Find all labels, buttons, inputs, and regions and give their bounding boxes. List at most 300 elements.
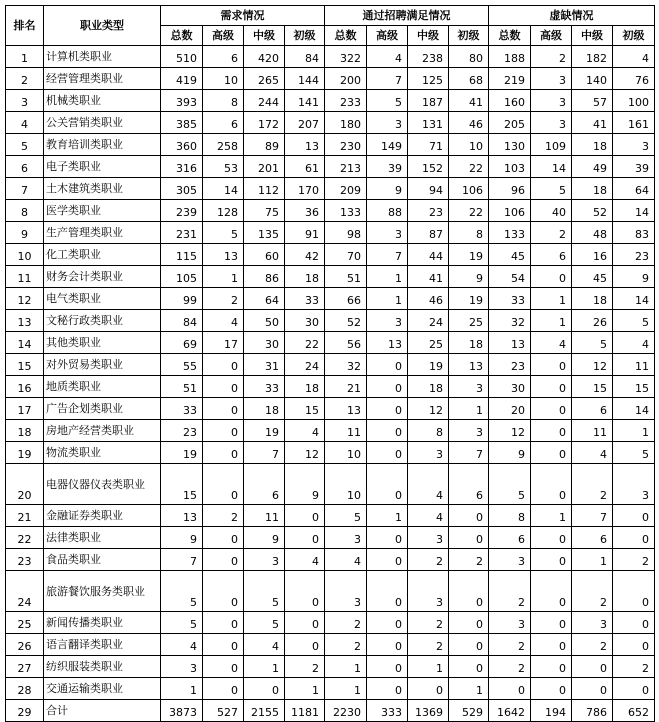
value-cell: 33	[489, 288, 531, 310]
value-cell: 231	[161, 222, 203, 244]
value-cell: 172	[244, 112, 285, 134]
value-cell: 4	[285, 420, 325, 442]
occupation-demand-table	[5, 5, 655, 722]
value-cell: 0	[531, 527, 572, 549]
value-cell: 2	[408, 549, 449, 571]
table-row	[6, 90, 655, 112]
value-cell: 0	[203, 442, 244, 464]
value-cell: 5	[161, 612, 203, 634]
table-row	[6, 634, 655, 656]
value-cell: 0	[531, 634, 572, 656]
occupation-name-cell: 生产管理类职业	[44, 222, 161, 244]
value-cell: 1	[408, 656, 449, 678]
value-cell: 2	[285, 656, 325, 678]
value-cell: 23	[408, 200, 449, 222]
value-cell: 0	[203, 420, 244, 442]
occupation-name-cell: 房地产经营类职业	[44, 420, 161, 442]
occupation-name-cell: 新闻传播类职业	[44, 612, 161, 634]
value-cell: 39	[367, 156, 408, 178]
value-cell: 5	[367, 90, 408, 112]
value-cell: 46	[408, 288, 449, 310]
value-cell: 0	[408, 678, 449, 700]
level-header: 初级	[449, 26, 489, 46]
value-cell: 14	[613, 288, 655, 310]
value-cell: 0	[367, 420, 408, 442]
value-cell: 30	[285, 310, 325, 332]
value-cell: 0	[531, 678, 572, 700]
table-row	[6, 505, 655, 527]
value-cell: 258	[203, 134, 244, 156]
table-row	[6, 222, 655, 244]
value-cell: 17	[203, 332, 244, 354]
demand-group-header: 需求情况	[161, 6, 325, 26]
rank-cell: 9	[6, 222, 44, 244]
table-row	[6, 156, 655, 178]
value-cell: 0	[367, 571, 408, 612]
value-cell: 45	[489, 244, 531, 266]
value-cell: 305	[161, 178, 203, 200]
value-cell: 152	[408, 156, 449, 178]
value-cell: 2	[572, 464, 613, 505]
level-header: 初级	[285, 26, 325, 46]
value-cell: 6	[244, 464, 285, 505]
value-cell: 0	[613, 678, 655, 700]
value-cell: 84	[161, 310, 203, 332]
value-cell: 15	[285, 398, 325, 420]
value-cell: 1	[244, 656, 285, 678]
value-cell: 2	[203, 505, 244, 527]
occupation-name-cell: 计算机类职业	[44, 46, 161, 68]
value-cell: 2230	[325, 700, 367, 722]
rank-cell: 24	[6, 571, 44, 612]
value-cell: 53	[203, 156, 244, 178]
header-row-groups	[6, 6, 655, 26]
value-cell: 6	[489, 527, 531, 549]
value-cell: 13	[489, 332, 531, 354]
value-cell: 5	[489, 464, 531, 505]
level-header: 高级	[203, 26, 244, 46]
value-cell: 75	[244, 200, 285, 222]
value-cell: 88	[367, 200, 408, 222]
value-cell: 15	[161, 464, 203, 505]
value-cell: 18	[572, 134, 613, 156]
value-cell: 23	[489, 354, 531, 376]
value-cell: 0	[531, 612, 572, 634]
value-cell: 3	[531, 112, 572, 134]
value-cell: 4	[161, 634, 203, 656]
rank-cell: 12	[6, 288, 44, 310]
occupation-name-cell: 物流类职业	[44, 442, 161, 464]
rank-cell: 2	[6, 68, 44, 90]
occupation-name-cell: 食品类职业	[44, 549, 161, 571]
value-cell: 4	[285, 549, 325, 571]
value-cell: 0	[203, 656, 244, 678]
occupation-name-cell: 文秘行政类职业	[44, 310, 161, 332]
value-cell: 9	[367, 178, 408, 200]
level-header: 初级	[613, 26, 655, 46]
value-cell: 6	[572, 527, 613, 549]
value-cell: 0	[367, 376, 408, 398]
value-cell: 5	[244, 571, 285, 612]
value-cell: 5	[572, 332, 613, 354]
rank-cell: 19	[6, 442, 44, 464]
value-cell: 201	[244, 156, 285, 178]
value-cell: 130	[489, 134, 531, 156]
value-cell: 0	[367, 612, 408, 634]
value-cell: 4	[531, 332, 572, 354]
value-cell: 207	[285, 112, 325, 134]
value-cell: 24	[408, 310, 449, 332]
occupation-name-cell: 旅游餐饮服务类职业	[44, 571, 161, 612]
value-cell: 18	[572, 178, 613, 200]
value-cell: 0	[613, 571, 655, 612]
value-cell: 1	[531, 310, 572, 332]
value-cell: 265	[244, 68, 285, 90]
recruited-group-header: 通过招聘满足情况	[325, 6, 489, 26]
value-cell: 12	[408, 398, 449, 420]
value-cell: 0	[367, 527, 408, 549]
value-cell: 360	[161, 134, 203, 156]
value-cell: 4	[325, 549, 367, 571]
value-cell: 0	[367, 634, 408, 656]
value-cell: 3	[325, 527, 367, 549]
table-row	[6, 571, 655, 612]
value-cell: 22	[449, 156, 489, 178]
value-cell: 1642	[489, 700, 531, 722]
value-cell: 30	[489, 376, 531, 398]
value-cell: 0	[449, 634, 489, 656]
rank-cell: 17	[6, 398, 44, 420]
value-cell: 13	[203, 244, 244, 266]
value-cell: 3	[531, 68, 572, 90]
value-cell: 188	[489, 46, 531, 68]
value-cell: 3	[367, 310, 408, 332]
table-row	[6, 420, 655, 442]
value-cell: 2	[449, 549, 489, 571]
rank-cell: 15	[6, 354, 44, 376]
value-cell: 6	[449, 464, 489, 505]
value-cell: 187	[408, 90, 449, 112]
value-cell: 5	[531, 178, 572, 200]
value-cell: 13	[449, 354, 489, 376]
value-cell: 8	[449, 222, 489, 244]
value-cell: 9	[489, 442, 531, 464]
value-cell: 2	[203, 288, 244, 310]
value-cell: 2155	[244, 700, 285, 722]
value-cell: 141	[285, 90, 325, 112]
table-row	[6, 464, 655, 505]
value-cell: 18	[449, 332, 489, 354]
value-cell: 128	[203, 200, 244, 222]
value-cell: 209	[325, 178, 367, 200]
rank-cell: 26	[6, 634, 44, 656]
value-cell: 0	[285, 634, 325, 656]
value-cell: 3	[367, 222, 408, 244]
value-cell: 55	[161, 354, 203, 376]
value-cell: 61	[285, 156, 325, 178]
value-cell: 86	[244, 266, 285, 288]
value-cell: 60	[244, 244, 285, 266]
rank-cell: 21	[6, 505, 44, 527]
value-cell: 2	[531, 46, 572, 68]
value-cell: 3	[613, 134, 655, 156]
rank-cell: 13	[6, 310, 44, 332]
occupation-name-cell: 电子类职业	[44, 156, 161, 178]
value-cell: 52	[325, 310, 367, 332]
value-cell: 3	[408, 571, 449, 612]
value-cell: 230	[325, 134, 367, 156]
value-cell: 1	[572, 549, 613, 571]
value-cell: 9	[285, 464, 325, 505]
value-cell: 3	[408, 527, 449, 549]
value-cell: 0	[285, 612, 325, 634]
value-cell: 20	[489, 398, 531, 420]
value-cell: 12	[572, 354, 613, 376]
rank-cell: 4	[6, 112, 44, 134]
value-cell: 52	[572, 200, 613, 222]
value-cell: 1	[531, 505, 572, 527]
value-cell: 22	[285, 332, 325, 354]
value-cell: 32	[489, 310, 531, 332]
value-cell: 11	[613, 354, 655, 376]
value-cell: 10	[325, 464, 367, 505]
value-cell: 9	[613, 266, 655, 288]
value-cell: 18	[408, 376, 449, 398]
value-cell: 4	[408, 505, 449, 527]
value-cell: 3	[161, 656, 203, 678]
table-row	[6, 398, 655, 420]
value-cell: 0	[613, 634, 655, 656]
value-cell: 39	[613, 156, 655, 178]
value-cell: 33	[285, 288, 325, 310]
value-cell: 19	[408, 354, 449, 376]
value-cell: 0	[285, 527, 325, 549]
value-cell: 7	[367, 68, 408, 90]
value-cell: 3	[531, 90, 572, 112]
value-cell: 527	[203, 700, 244, 722]
rank-cell: 18	[6, 420, 44, 442]
value-cell: 21	[325, 376, 367, 398]
level-header: 总数	[489, 26, 531, 46]
value-cell: 0	[367, 398, 408, 420]
value-cell: 1	[325, 678, 367, 700]
value-cell: 219	[489, 68, 531, 90]
value-cell: 15	[613, 376, 655, 398]
table-body	[6, 46, 655, 722]
value-cell: 96	[489, 178, 531, 200]
value-cell: 0	[367, 354, 408, 376]
value-cell: 0	[203, 354, 244, 376]
occupation-name-cell: 电器仪器仪表类职业	[44, 464, 161, 505]
value-cell: 70	[325, 244, 367, 266]
value-cell: 2	[408, 612, 449, 634]
value-cell: 115	[161, 244, 203, 266]
rank-cell: 16	[6, 376, 44, 398]
value-cell: 5	[203, 222, 244, 244]
value-cell: 3	[572, 612, 613, 634]
value-cell: 106	[489, 200, 531, 222]
value-cell: 83	[613, 222, 655, 244]
table-row	[6, 700, 655, 722]
value-cell: 3	[367, 112, 408, 134]
value-cell: 0	[531, 549, 572, 571]
value-cell: 180	[325, 112, 367, 134]
rank-cell: 3	[6, 90, 44, 112]
rank-cell: 25	[6, 612, 44, 634]
value-cell: 8	[203, 90, 244, 112]
value-cell: 419	[161, 68, 203, 90]
value-cell: 244	[244, 90, 285, 112]
value-cell: 5	[161, 571, 203, 612]
value-cell: 4	[613, 332, 655, 354]
value-cell: 385	[161, 112, 203, 134]
value-cell: 7	[244, 442, 285, 464]
value-cell: 12	[489, 420, 531, 442]
value-cell: 41	[572, 112, 613, 134]
value-cell: 15	[572, 376, 613, 398]
value-cell: 135	[244, 222, 285, 244]
occupation-name-cell: 金融证券类职业	[44, 505, 161, 527]
value-cell: 144	[285, 68, 325, 90]
value-cell: 36	[285, 200, 325, 222]
value-cell: 8	[489, 505, 531, 527]
value-cell: 3	[244, 549, 285, 571]
table-row	[6, 46, 655, 68]
value-cell: 133	[325, 200, 367, 222]
rank-cell: 11	[6, 266, 44, 288]
value-cell: 316	[161, 156, 203, 178]
value-cell: 26	[572, 310, 613, 332]
value-cell: 420	[244, 46, 285, 68]
value-cell: 94	[408, 178, 449, 200]
occupation-name-cell: 化工类职业	[44, 244, 161, 266]
level-header: 中级	[572, 26, 613, 46]
table-row	[6, 288, 655, 310]
value-cell: 149	[367, 134, 408, 156]
value-cell: 13	[367, 332, 408, 354]
value-cell: 182	[572, 46, 613, 68]
occupation-name-cell: 对外贸易类职业	[44, 354, 161, 376]
value-cell: 40	[531, 200, 572, 222]
value-cell: 0	[531, 442, 572, 464]
value-cell: 170	[285, 178, 325, 200]
table-row	[6, 442, 655, 464]
level-header: 总数	[325, 26, 367, 46]
value-cell: 1	[161, 678, 203, 700]
value-cell: 5	[244, 612, 285, 634]
value-cell: 64	[613, 178, 655, 200]
value-cell: 42	[285, 244, 325, 266]
value-cell: 18	[244, 398, 285, 420]
value-cell: 6	[203, 46, 244, 68]
occupation-name-cell: 土木建筑类职业	[44, 178, 161, 200]
table-row	[6, 68, 655, 90]
value-cell: 1	[367, 288, 408, 310]
value-cell: 19	[161, 442, 203, 464]
occupation-name-cell: 医学类职业	[44, 200, 161, 222]
value-cell: 4	[572, 442, 613, 464]
level-header: 高级	[531, 26, 572, 46]
occupation-name-cell: 其他类职业	[44, 332, 161, 354]
value-cell: 7	[161, 549, 203, 571]
value-cell: 4	[244, 634, 285, 656]
value-cell: 30	[244, 332, 285, 354]
value-cell: 0	[285, 505, 325, 527]
value-cell: 2	[489, 634, 531, 656]
value-cell: 5	[613, 310, 655, 332]
value-cell: 0	[367, 656, 408, 678]
value-cell: 2	[325, 612, 367, 634]
value-cell: 0	[531, 398, 572, 420]
value-cell: 56	[325, 332, 367, 354]
value-cell: 1	[449, 398, 489, 420]
rank-cell: 22	[6, 527, 44, 549]
value-cell: 5	[325, 505, 367, 527]
value-cell: 0	[531, 571, 572, 612]
value-cell: 4	[367, 46, 408, 68]
value-cell: 57	[572, 90, 613, 112]
value-cell: 3	[449, 420, 489, 442]
table-row	[6, 134, 655, 156]
value-cell: 529	[449, 700, 489, 722]
occupation-name-cell: 语言翻译类职业	[44, 634, 161, 656]
value-cell: 0	[203, 398, 244, 420]
value-cell: 13	[285, 134, 325, 156]
value-cell: 0	[572, 656, 613, 678]
value-cell: 4	[408, 464, 449, 505]
value-cell: 0	[367, 678, 408, 700]
value-cell: 44	[408, 244, 449, 266]
value-cell: 31	[244, 354, 285, 376]
value-cell: 125	[408, 68, 449, 90]
value-cell: 16	[572, 244, 613, 266]
value-cell: 1	[367, 505, 408, 527]
value-cell: 14	[613, 398, 655, 420]
rank-cell: 14	[6, 332, 44, 354]
value-cell: 2	[489, 656, 531, 678]
table-row	[6, 266, 655, 288]
rank-cell: 7	[6, 178, 44, 200]
value-cell: 18	[285, 266, 325, 288]
value-cell: 140	[572, 68, 613, 90]
value-cell: 10	[325, 442, 367, 464]
value-cell: 109	[531, 134, 572, 156]
value-cell: 0	[203, 527, 244, 549]
value-cell: 7	[572, 505, 613, 527]
value-cell: 3	[489, 549, 531, 571]
level-header: 总数	[161, 26, 203, 46]
occupation-name-cell: 财务会计类职业	[44, 266, 161, 288]
value-cell: 333	[367, 700, 408, 722]
rank-cell: 5	[6, 134, 44, 156]
rank-cell: 29	[6, 700, 44, 722]
value-cell: 22	[449, 200, 489, 222]
value-cell: 12	[285, 442, 325, 464]
value-cell: 5	[613, 442, 655, 464]
value-cell: 45	[572, 266, 613, 288]
value-cell: 233	[325, 90, 367, 112]
value-cell: 89	[244, 134, 285, 156]
value-cell: 87	[408, 222, 449, 244]
value-cell: 0	[203, 376, 244, 398]
table-row	[6, 244, 655, 266]
value-cell: 33	[161, 398, 203, 420]
value-cell: 69	[161, 332, 203, 354]
value-cell: 105	[161, 266, 203, 288]
value-cell: 239	[161, 200, 203, 222]
table-row	[6, 310, 655, 332]
table-row	[6, 527, 655, 549]
